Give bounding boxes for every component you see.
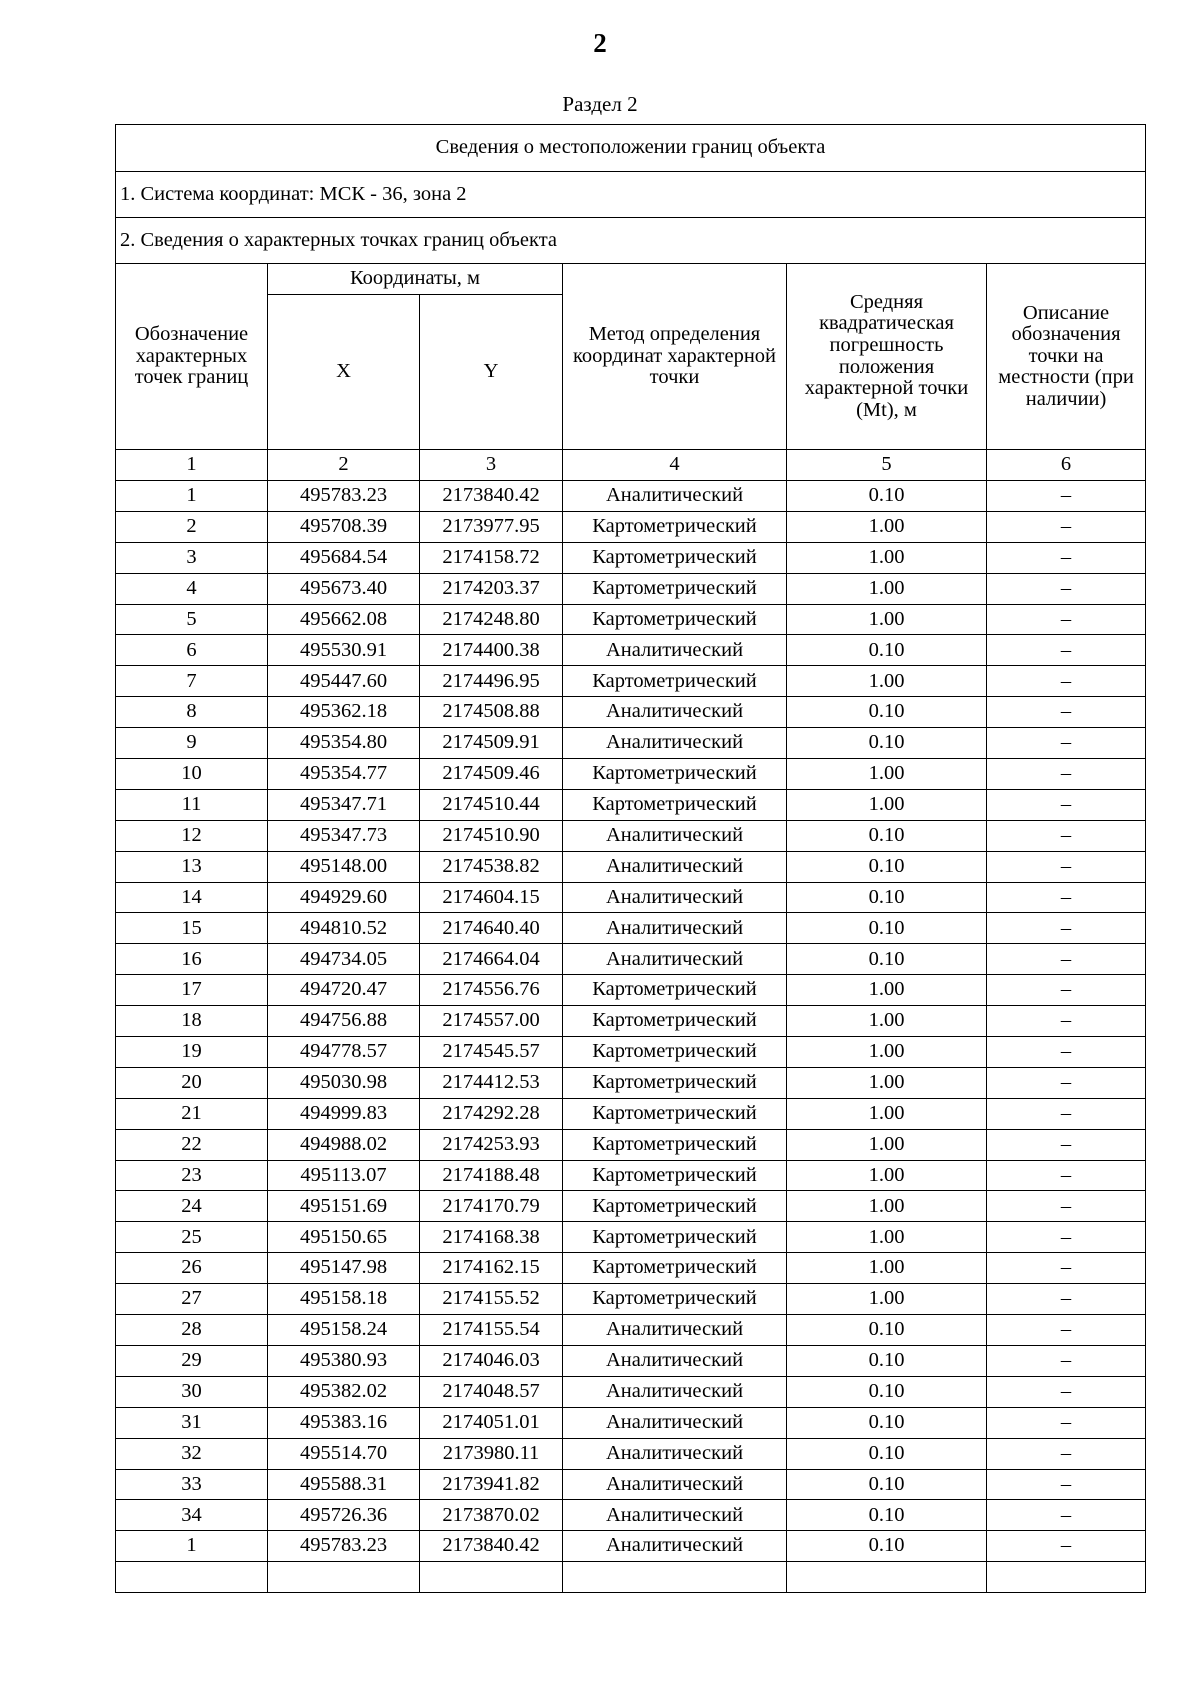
error-cell: 1.00	[787, 975, 987, 1006]
error-cell: 0.10	[787, 1469, 987, 1500]
point-id-cell: 26	[116, 1253, 268, 1284]
column-number: 6	[987, 450, 1146, 481]
description-cell: –	[987, 1129, 1146, 1160]
coord-y-cell: 2174203.37	[420, 573, 563, 604]
table-row	[116, 1345, 1146, 1376]
description-cell: –	[987, 1438, 1146, 1469]
empty-cell	[420, 1562, 563, 1593]
description-cell: –	[987, 820, 1146, 851]
header-coords: Координаты, м	[268, 264, 563, 295]
description-cell: –	[987, 1006, 1146, 1037]
description-cell: –	[987, 481, 1146, 512]
description-cell: –	[987, 1531, 1146, 1562]
point-id-cell: 16	[116, 944, 268, 975]
error-cell: 0.10	[787, 1315, 987, 1346]
coord-y-cell: 2174158.72	[420, 542, 563, 573]
table-row	[116, 820, 1146, 851]
coord-x-cell: 495150.65	[268, 1222, 420, 1253]
error-cell: 1.00	[787, 542, 987, 573]
point-id-cell: 13	[116, 851, 268, 882]
coord-x-cell: 495708.39	[268, 511, 420, 542]
point-id-cell: 11	[116, 789, 268, 820]
point-id-cell: 19	[116, 1037, 268, 1068]
point-id-cell: 5	[116, 604, 268, 635]
coord-y-cell: 2174545.57	[420, 1037, 563, 1068]
table-title: Сведения о местоположении границ объекта	[116, 125, 1146, 172]
coord-y-cell: 2173870.02	[420, 1500, 563, 1531]
description-cell: –	[987, 1376, 1146, 1407]
table-row	[116, 635, 1146, 666]
coord-y-cell: 2174509.46	[420, 759, 563, 790]
coord-x-cell: 494720.47	[268, 975, 420, 1006]
points-caption-row	[116, 218, 1146, 264]
header-description: Описание обозначения точки на местности (при наличии)	[987, 264, 1146, 450]
error-cell: 1.00	[787, 1037, 987, 1068]
method-cell: Аналитический	[563, 697, 787, 728]
point-id-cell: 3	[116, 542, 268, 573]
description-cell: –	[987, 1191, 1146, 1222]
method-cell: Аналитический	[563, 944, 787, 975]
table-row	[116, 1037, 1146, 1068]
error-cell: 0.10	[787, 697, 987, 728]
empty-cell	[987, 1562, 1146, 1593]
error-cell: 1.00	[787, 1191, 987, 1222]
table-row	[116, 759, 1146, 790]
coord-y-cell: 2174051.01	[420, 1407, 563, 1438]
table-row	[116, 1500, 1146, 1531]
table-row	[116, 1098, 1146, 1129]
coord-x-cell: 495347.73	[268, 820, 420, 851]
method-cell: Аналитический	[563, 851, 787, 882]
error-cell: 1.00	[787, 1160, 987, 1191]
coord-x-cell: 495148.00	[268, 851, 420, 882]
table-row	[116, 481, 1146, 512]
coord-y-cell: 2174048.57	[420, 1376, 563, 1407]
coord-x-cell: 495113.07	[268, 1160, 420, 1191]
description-cell: –	[987, 759, 1146, 790]
error-cell: 1.00	[787, 789, 987, 820]
table-row	[116, 1438, 1146, 1469]
method-cell: Аналитический	[563, 1531, 787, 1562]
method-cell: Картометрический	[563, 975, 787, 1006]
table-row	[116, 1284, 1146, 1315]
description-cell: –	[987, 604, 1146, 635]
empty-row	[116, 1562, 1146, 1593]
method-cell: Аналитический	[563, 481, 787, 512]
coord-y-cell: 2174168.38	[420, 1222, 563, 1253]
error-cell: 0.10	[787, 1345, 987, 1376]
description-cell: –	[987, 1067, 1146, 1098]
table-row	[116, 944, 1146, 975]
point-id-cell: 1	[116, 1531, 268, 1562]
description-cell: –	[987, 944, 1146, 975]
coord-y-cell: 2174604.15	[420, 882, 563, 913]
column-number: 4	[563, 450, 787, 481]
coord-y-cell: 2174162.15	[420, 1253, 563, 1284]
point-id-cell: 32	[116, 1438, 268, 1469]
coord-x-cell: 495147.98	[268, 1253, 420, 1284]
method-cell: Аналитический	[563, 635, 787, 666]
description-cell: –	[987, 1315, 1146, 1346]
page-number: 2	[593, 28, 607, 58]
coord-x-cell: 495588.31	[268, 1469, 420, 1500]
description-cell: –	[987, 1500, 1146, 1531]
description-cell: –	[987, 1222, 1146, 1253]
coord-x-cell: 495726.36	[268, 1500, 420, 1531]
point-id-cell: 22	[116, 1129, 268, 1160]
description-cell: –	[987, 789, 1146, 820]
coord-y-cell: 2174412.53	[420, 1067, 563, 1098]
method-cell: Картометрический	[563, 759, 787, 790]
point-id-cell: 29	[116, 1345, 268, 1376]
error-cell: 1.00	[787, 1222, 987, 1253]
error-cell: 0.10	[787, 820, 987, 851]
method-cell: Аналитический	[563, 1315, 787, 1346]
description-cell: –	[987, 1160, 1146, 1191]
empty-cell	[116, 1562, 268, 1593]
section-label: Раздел 2	[562, 92, 638, 116]
error-cell: 1.00	[787, 666, 987, 697]
coord-x-cell: 495514.70	[268, 1438, 420, 1469]
table-row	[116, 604, 1146, 635]
point-id-cell: 21	[116, 1098, 268, 1129]
coord-x-cell: 495354.80	[268, 728, 420, 759]
error-cell: 0.10	[787, 1500, 987, 1531]
point-id-cell: 4	[116, 573, 268, 604]
description-cell: –	[987, 635, 1146, 666]
point-id-cell: 34	[116, 1500, 268, 1531]
error-cell: 1.00	[787, 1129, 987, 1160]
description-cell: –	[987, 666, 1146, 697]
method-cell: Аналитический	[563, 882, 787, 913]
coord-x-cell: 495662.08	[268, 604, 420, 635]
coord-y-cell: 2174188.48	[420, 1160, 563, 1191]
coord-x-cell: 495783.23	[268, 1531, 420, 1562]
coord-y-cell: 2174292.28	[420, 1098, 563, 1129]
table-row	[116, 1531, 1146, 1562]
method-cell: Картометрический	[563, 1006, 787, 1037]
table-row	[116, 1469, 1146, 1500]
method-cell: Картометрический	[563, 1191, 787, 1222]
coord-y-cell: 2174664.04	[420, 944, 563, 975]
coord-x-cell: 495530.91	[268, 635, 420, 666]
table-row	[116, 1253, 1146, 1284]
description-cell: –	[987, 1253, 1146, 1284]
coord-x-cell: 494810.52	[268, 913, 420, 944]
description-cell: –	[987, 882, 1146, 913]
method-cell: Картометрический	[563, 1222, 787, 1253]
coord-x-cell: 495380.93	[268, 1345, 420, 1376]
coord-x-cell: 495151.69	[268, 1191, 420, 1222]
error-cell: 0.10	[787, 1376, 987, 1407]
point-id-cell: 24	[116, 1191, 268, 1222]
table-row	[116, 851, 1146, 882]
coord-x-cell: 495158.18	[268, 1284, 420, 1315]
coord-y-cell: 2174046.03	[420, 1345, 563, 1376]
coord-y-cell: 2174538.82	[420, 851, 563, 882]
description-cell: –	[987, 511, 1146, 542]
description-cell: –	[987, 542, 1146, 573]
coord-y-cell: 2174170.79	[420, 1191, 563, 1222]
table-row	[116, 975, 1146, 1006]
table-row	[116, 511, 1146, 542]
method-cell: Картометрический	[563, 789, 787, 820]
header-point: Обозначение характерных точек границ	[116, 264, 268, 450]
coord-x-cell: 495158.24	[268, 1315, 420, 1346]
error-cell: 1.00	[787, 1006, 987, 1037]
point-id-cell: 14	[116, 882, 268, 913]
table-row	[116, 1191, 1146, 1222]
method-cell: Картометрический	[563, 1160, 787, 1191]
coord-x-cell: 495354.77	[268, 759, 420, 790]
coord-x-cell: 495383.16	[268, 1407, 420, 1438]
error-cell: 0.10	[787, 851, 987, 882]
table-row	[116, 1160, 1146, 1191]
coord-y-cell: 2174248.80	[420, 604, 563, 635]
error-cell: 1.00	[787, 573, 987, 604]
error-cell: 1.00	[787, 511, 987, 542]
coord-x-cell: 494929.60	[268, 882, 420, 913]
point-id-cell: 9	[116, 728, 268, 759]
coord-system-row	[116, 172, 1146, 218]
coord-x-cell: 494756.88	[268, 1006, 420, 1037]
coord-system: 1. Система координат: МСК - 36, зона 2	[116, 172, 1146, 218]
error-cell: 0.10	[787, 481, 987, 512]
points-caption: 2. Сведения о характерных точках границ объекта	[116, 218, 1146, 264]
method-cell: Картометрический	[563, 604, 787, 635]
table-row	[116, 1376, 1146, 1407]
table-row	[116, 1067, 1146, 1098]
method-cell: Картометрический	[563, 542, 787, 573]
coord-y-cell: 2174400.38	[420, 635, 563, 666]
method-cell: Аналитический	[563, 1438, 787, 1469]
point-id-cell: 8	[116, 697, 268, 728]
error-cell: 1.00	[787, 759, 987, 790]
error-cell: 0.10	[787, 1531, 987, 1562]
description-cell: –	[987, 975, 1146, 1006]
coord-x-cell: 495347.71	[268, 789, 420, 820]
table-title-row	[116, 125, 1146, 172]
description-cell: –	[987, 851, 1146, 882]
header-row-1	[116, 264, 1146, 295]
description-cell: –	[987, 1407, 1146, 1438]
column-numbers-row	[116, 450, 1146, 481]
coord-x-cell: 495783.23	[268, 481, 420, 512]
method-cell: Картометрический	[563, 1284, 787, 1315]
point-id-cell: 18	[116, 1006, 268, 1037]
method-cell: Аналитический	[563, 820, 787, 851]
coord-y-cell: 2173840.42	[420, 481, 563, 512]
point-id-cell: 28	[116, 1315, 268, 1346]
error-cell: 0.10	[787, 882, 987, 913]
column-number: 2	[268, 450, 420, 481]
coord-y-cell: 2174155.52	[420, 1284, 563, 1315]
error-cell: 0.10	[787, 1407, 987, 1438]
error-cell: 1.00	[787, 1098, 987, 1129]
description-cell: –	[987, 1469, 1146, 1500]
point-id-cell: 1	[116, 481, 268, 512]
table-row	[116, 1129, 1146, 1160]
coord-y-cell: 2173941.82	[420, 1469, 563, 1500]
table-row	[116, 1006, 1146, 1037]
method-cell: Картометрический	[563, 1129, 787, 1160]
error-cell: 0.10	[787, 728, 987, 759]
coord-y-cell: 2173980.11	[420, 1438, 563, 1469]
description-cell: –	[987, 1284, 1146, 1315]
method-cell: Аналитический	[563, 1500, 787, 1531]
coord-x-cell: 494988.02	[268, 1129, 420, 1160]
method-cell: Картометрический	[563, 573, 787, 604]
coord-x-cell: 495447.60	[268, 666, 420, 697]
coord-y-cell: 2174496.95	[420, 666, 563, 697]
method-cell: Картометрический	[563, 1067, 787, 1098]
error-cell: 1.00	[787, 1067, 987, 1098]
coord-y-cell: 2173840.42	[420, 1531, 563, 1562]
point-id-cell: 30	[116, 1376, 268, 1407]
error-cell: 1.00	[787, 1284, 987, 1315]
table-row	[116, 1315, 1146, 1346]
point-id-cell: 25	[116, 1222, 268, 1253]
point-id-cell: 7	[116, 666, 268, 697]
coord-y-cell: 2174510.90	[420, 820, 563, 851]
point-id-cell: 23	[116, 1160, 268, 1191]
coord-x-cell: 495030.98	[268, 1067, 420, 1098]
coord-y-cell: 2174253.93	[420, 1129, 563, 1160]
error-cell: 1.00	[787, 604, 987, 635]
coord-y-cell: 2174509.91	[420, 728, 563, 759]
error-cell: 1.00	[787, 1253, 987, 1284]
description-cell: –	[987, 1098, 1146, 1129]
table-row	[116, 542, 1146, 573]
header-y: Y	[420, 295, 563, 450]
table-row	[116, 789, 1146, 820]
method-cell: Аналитический	[563, 1407, 787, 1438]
coord-y-cell: 2174155.54	[420, 1315, 563, 1346]
header-error: Средняя квадратическая погрешность положения характерной точки (Mt), м	[787, 264, 987, 450]
error-cell: 0.10	[787, 635, 987, 666]
description-cell: –	[987, 697, 1146, 728]
coord-y-cell: 2174508.88	[420, 697, 563, 728]
point-id-cell: 31	[116, 1407, 268, 1438]
table-row	[116, 666, 1146, 697]
coord-x-cell: 494778.57	[268, 1037, 420, 1068]
header-x: X	[268, 295, 420, 450]
point-id-cell: 6	[116, 635, 268, 666]
table-row	[116, 1222, 1146, 1253]
method-cell: Картометрический	[563, 511, 787, 542]
table-row	[116, 573, 1146, 604]
empty-cell	[787, 1562, 987, 1593]
point-id-cell: 33	[116, 1469, 268, 1500]
table-row	[116, 728, 1146, 759]
empty-cell	[268, 1562, 420, 1593]
method-cell: Аналитический	[563, 1376, 787, 1407]
point-id-cell: 15	[116, 913, 268, 944]
description-cell: –	[987, 913, 1146, 944]
point-id-cell: 20	[116, 1067, 268, 1098]
coord-y-cell: 2173977.95	[420, 511, 563, 542]
coord-x-cell: 494734.05	[268, 944, 420, 975]
point-id-cell: 27	[116, 1284, 268, 1315]
method-cell: Аналитический	[563, 1469, 787, 1500]
coord-x-cell: 494999.83	[268, 1098, 420, 1129]
point-id-cell: 10	[116, 759, 268, 790]
description-cell: –	[987, 728, 1146, 759]
point-id-cell: 12	[116, 820, 268, 851]
method-cell: Аналитический	[563, 728, 787, 759]
table-row	[116, 697, 1146, 728]
boundary-points-table	[115, 124, 1146, 1593]
coord-y-cell: 2174510.44	[420, 789, 563, 820]
method-cell: Картометрический	[563, 1098, 787, 1129]
coord-x-cell: 495684.54	[268, 542, 420, 573]
header-method: Метод определения координат характерной точки	[563, 264, 787, 450]
error-cell: 0.10	[787, 944, 987, 975]
coord-x-cell: 495673.40	[268, 573, 420, 604]
method-cell: Аналитический	[563, 1345, 787, 1376]
description-cell: –	[987, 573, 1146, 604]
table-row	[116, 913, 1146, 944]
point-id-cell: 2	[116, 511, 268, 542]
error-cell: 0.10	[787, 1438, 987, 1469]
column-number: 3	[420, 450, 563, 481]
empty-cell	[563, 1562, 787, 1593]
table-row	[116, 1407, 1146, 1438]
column-number: 1	[116, 450, 268, 481]
table-body	[116, 125, 1146, 1593]
method-cell: Картометрический	[563, 1037, 787, 1068]
error-cell: 0.10	[787, 913, 987, 944]
method-cell: Картометрический	[563, 1253, 787, 1284]
point-id-cell: 17	[116, 975, 268, 1006]
coord-y-cell: 2174556.76	[420, 975, 563, 1006]
coord-y-cell: 2174557.00	[420, 1006, 563, 1037]
method-cell: Картометрический	[563, 666, 787, 697]
description-cell: –	[987, 1345, 1146, 1376]
column-number: 5	[787, 450, 987, 481]
description-cell: –	[987, 1037, 1146, 1068]
coord-y-cell: 2174640.40	[420, 913, 563, 944]
method-cell: Аналитический	[563, 913, 787, 944]
coord-x-cell: 495382.02	[268, 1376, 420, 1407]
coord-x-cell: 495362.18	[268, 697, 420, 728]
table-row	[116, 882, 1146, 913]
